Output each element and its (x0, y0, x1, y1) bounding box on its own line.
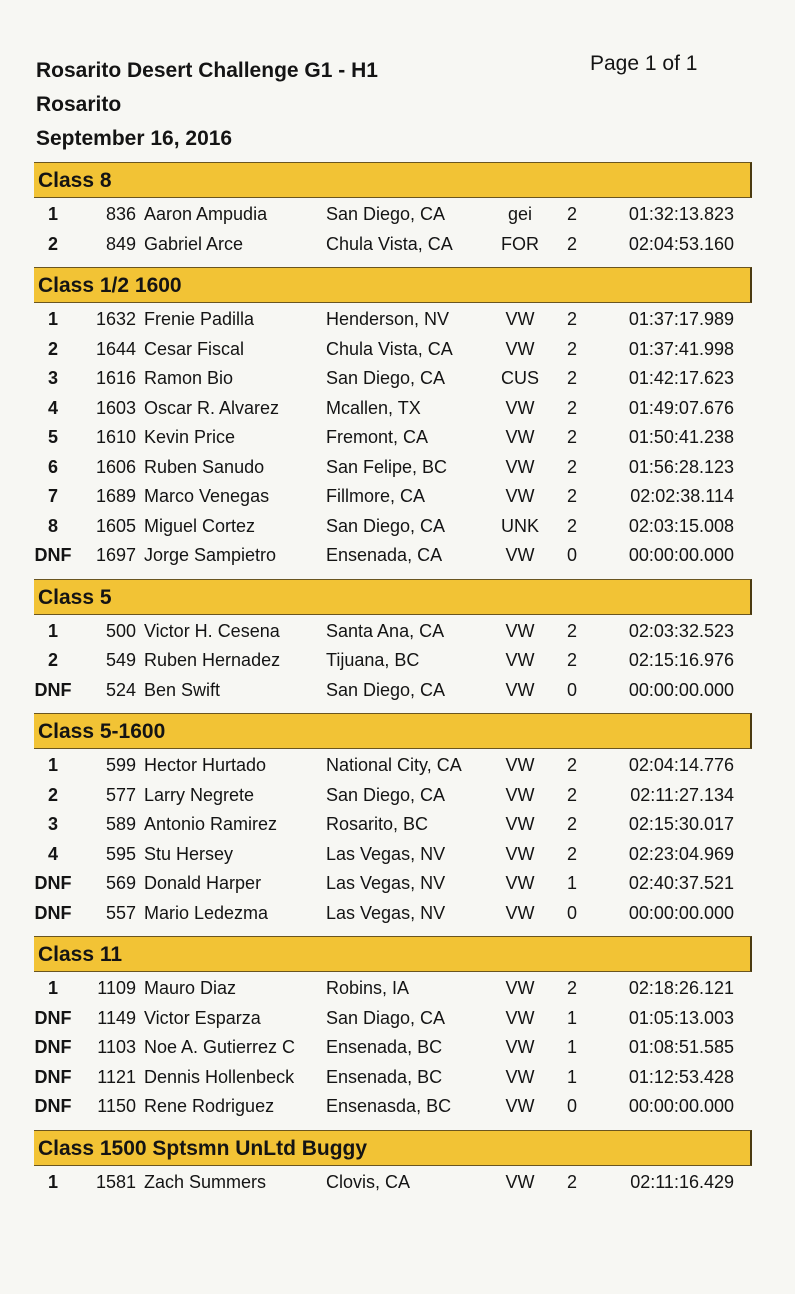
driver-name: Victor H. Cesena (144, 620, 280, 641)
position: 1 (47, 1171, 58, 1192)
results-rows (34, 198, 752, 267)
driver-name: Stu Hersey (144, 843, 234, 864)
vehicle-number: 1606 (95, 456, 136, 477)
hometown: Henderson, NV (326, 309, 450, 329)
hometown: San Felipe, BC (326, 456, 448, 477)
vehicle-make: VW (505, 873, 535, 893)
hometown: Clovis, CA (326, 1171, 411, 1192)
position: 2 (47, 338, 58, 359)
vehicle-number: 1632 (95, 309, 136, 329)
position: 4 (47, 843, 58, 864)
driver-name: Miguel Cortez (144, 515, 256, 536)
result-row (34, 364, 752, 394)
vehicle-number: 1689 (95, 486, 136, 506)
driver-name: Victor Esparza (144, 1007, 261, 1028)
vehicle-number: 1616 (95, 368, 136, 388)
hometown: Chula Vista, CA (326, 338, 453, 359)
driver-name: Donald Harper (144, 873, 262, 893)
class-header: Class 11 (34, 936, 752, 972)
vehicle-number: 1121 (97, 1066, 136, 1087)
laps: 2 (566, 515, 577, 536)
laps: 0 (566, 679, 577, 700)
driver-name: Noe A. Gutierrez C (144, 1037, 296, 1057)
vehicle-make: VW (505, 486, 535, 506)
hometown: Santa Ana, CA (326, 620, 445, 641)
position: DNF (34, 1096, 72, 1116)
result-row (34, 974, 752, 1004)
driver-name: Larry Negrete (144, 784, 255, 805)
position: 3 (47, 368, 58, 388)
result-row (34, 512, 752, 542)
position: 5 (47, 427, 58, 447)
position: 1 (47, 204, 58, 224)
hometown: Rosarito, BC (326, 814, 429, 834)
hometown: San Diego, CA (326, 204, 446, 224)
driver-name: Dennis Hollenbeck (144, 1066, 295, 1087)
results-rows (34, 1166, 752, 1206)
vehicle-make: VW (505, 1171, 535, 1192)
elapsed-time: 02:04:14.776 (628, 755, 734, 775)
vehicle-number: 1581 (95, 1171, 136, 1192)
driver-name: Ruben Hernadez (144, 650, 281, 670)
elapsed-time: 02:15:16.976 (628, 650, 734, 670)
position: 7 (47, 486, 58, 506)
vehicle-make: CUS (500, 368, 539, 388)
laps: 0 (566, 902, 577, 923)
elapsed-time: 01:37:41.998 (628, 338, 734, 359)
laps: 2 (566, 397, 577, 418)
vehicle-make: VW (505, 1096, 535, 1116)
position: 2 (47, 233, 58, 254)
position: 2 (47, 650, 58, 670)
elapsed-time: 02:11:27.134 (630, 784, 734, 805)
result-row (34, 781, 752, 811)
event-location: Rosarito (36, 93, 122, 116)
driver-name: Rene Rodriguez (144, 1096, 275, 1116)
vehicle-number: 1605 (95, 515, 136, 536)
vehicle-number: 836 (105, 204, 136, 224)
position: DNF (34, 679, 72, 700)
hometown: Tijuana, BC (326, 650, 420, 670)
laps: 1 (566, 873, 577, 893)
vehicle-number: 849 (105, 233, 136, 254)
vehicle-number: 557 (105, 902, 136, 923)
vehicle-make: VW (505, 1037, 535, 1057)
results-rows (34, 615, 752, 714)
result-row (34, 676, 752, 706)
vehicle-number: 500 (105, 620, 136, 641)
result-row (34, 869, 752, 899)
class-header: Class 5-1600 (34, 713, 752, 749)
driver-name: Mauro Diaz (144, 978, 237, 998)
elapsed-time: 00:00:00.000 (628, 679, 734, 700)
elapsed-time: 01:50:41.238 (628, 427, 734, 447)
laps: 2 (566, 814, 577, 834)
hometown: Fremont, CA (326, 427, 429, 447)
laps: 2 (566, 978, 577, 998)
result-row (34, 453, 752, 483)
driver-name: Mario Ledezma (144, 902, 269, 923)
vehicle-make: VW (505, 545, 535, 565)
driver-name: Ramon Bio (144, 368, 234, 388)
laps: 2 (566, 456, 577, 477)
vehicle-make: VW (505, 814, 535, 834)
laps: 2 (566, 338, 577, 359)
result-row (34, 1063, 752, 1093)
hometown: San Diago, CA (326, 1007, 446, 1028)
elapsed-time: 02:15:30.017 (628, 814, 734, 834)
result-row (34, 394, 752, 424)
result-row (34, 482, 752, 512)
elapsed-time: 01:37:17.989 (628, 309, 734, 329)
vehicle-number: 549 (105, 650, 136, 670)
vehicle-make: gei (507, 204, 533, 224)
position: 6 (47, 456, 58, 477)
result-row (34, 305, 752, 335)
class-header: Class 5 (34, 579, 752, 615)
result-row (34, 899, 752, 929)
driver-name: Zach Summers (144, 1171, 267, 1192)
hometown: Las Vegas, NV (326, 843, 446, 864)
position: 1 (47, 620, 58, 641)
position: 3 (47, 814, 58, 834)
laps: 2 (566, 233, 577, 254)
position: 2 (47, 784, 58, 805)
elapsed-time: 02:03:32.523 (628, 620, 734, 641)
result-row (34, 541, 752, 571)
laps: 2 (566, 486, 577, 506)
result-row (34, 200, 752, 230)
laps: 1 (566, 1037, 577, 1057)
result-row (34, 751, 752, 781)
class-section (34, 162, 752, 267)
vehicle-number: 1603 (95, 397, 136, 418)
laps: 2 (566, 1171, 577, 1192)
class-header: Class 1500 Sptsmn UnLtd Buggy (34, 1130, 752, 1166)
vehicle-number: 1644 (95, 338, 136, 359)
hometown: Las Vegas, NV (326, 873, 446, 893)
class-section (34, 713, 752, 936)
hometown: Robins, IA (326, 978, 410, 998)
laps: 0 (566, 545, 577, 565)
hometown: San Diego, CA (326, 679, 446, 700)
driver-name: Ruben Sanudo (144, 456, 265, 477)
laps: 0 (566, 1096, 577, 1116)
elapsed-time: 02:40:37.521 (628, 873, 734, 893)
position: 1 (47, 309, 58, 329)
vehicle-make: VW (505, 620, 535, 641)
vehicle-make: VW (505, 902, 535, 923)
hometown: National City, CA (326, 755, 462, 775)
result-row (34, 1033, 752, 1063)
position: DNF (34, 873, 72, 893)
driver-name: Frenie Padilla (144, 309, 255, 329)
results-rows (34, 303, 752, 579)
elapsed-time: 01:56:28.123 (628, 456, 734, 477)
hometown: Fillmore, CA (326, 486, 426, 506)
laps: 1 (566, 1066, 577, 1087)
driver-name: Jorge Sampietro (144, 545, 277, 565)
hometown: Ensenada, CA (326, 545, 443, 565)
vehicle-number: 1697 (95, 545, 136, 565)
page-number: Page 1 of 1 (590, 52, 698, 75)
vehicle-number: 1109 (97, 978, 136, 998)
event-date: September 16, 2016 (36, 127, 233, 150)
vehicle-make: VW (505, 397, 535, 418)
vehicle-make: VW (505, 679, 535, 700)
laps: 2 (566, 650, 577, 670)
laps: 2 (566, 368, 577, 388)
driver-name: Cesar Fiscal (144, 338, 245, 359)
vehicle-number: 577 (105, 784, 136, 805)
vehicle-make: VW (505, 1007, 535, 1028)
position: DNF (34, 902, 72, 923)
driver-name: Gabriel Arce (144, 233, 244, 254)
elapsed-time: 02:18:26.121 (628, 978, 734, 998)
position: DNF (34, 1066, 72, 1087)
vehicle-number: 1150 (97, 1096, 136, 1116)
position: DNF (34, 545, 72, 565)
result-row (34, 1168, 752, 1198)
elapsed-time: 02:11:16.429 (630, 1171, 734, 1192)
vehicle-make: VW (505, 338, 535, 359)
laps: 2 (566, 427, 577, 447)
class-header: Class 8 (34, 162, 752, 198)
result-row (34, 1092, 752, 1122)
class-section (34, 579, 752, 714)
driver-name: Antonio Ramirez (144, 814, 278, 834)
hometown: Mcallen, TX (326, 397, 421, 418)
result-row (34, 335, 752, 365)
vehicle-number: 1103 (97, 1037, 136, 1057)
vehicle-make: VW (505, 1066, 535, 1087)
elapsed-time: 00:00:00.000 (628, 1096, 734, 1116)
laps: 2 (566, 620, 577, 641)
laps: 2 (566, 309, 577, 329)
vehicle-number: 599 (105, 755, 136, 775)
driver-name: Kevin Price (144, 427, 236, 447)
position: 4 (47, 397, 58, 418)
position: DNF (34, 1037, 72, 1057)
vehicle-make: VW (505, 650, 535, 670)
elapsed-time: 01:32:13.823 (628, 204, 734, 224)
elapsed-time: 01:12:53.428 (628, 1066, 734, 1087)
vehicle-number: 1610 (95, 427, 136, 447)
position: DNF (34, 1007, 72, 1028)
vehicle-make: VW (505, 755, 535, 775)
vehicle-number: 1149 (97, 1007, 136, 1028)
driver-name: Oscar R. Alvarez (144, 397, 280, 418)
result-row (34, 810, 752, 840)
hometown: San Diego, CA (326, 784, 446, 805)
driver-name: Hector Hurtado (144, 755, 267, 775)
class-section (34, 936, 752, 1130)
results-rows (34, 972, 752, 1130)
elapsed-time: 01:08:51.585 (628, 1037, 734, 1057)
event-title: Rosarito Desert Challenge G1 - H1 (36, 59, 378, 82)
elapsed-time: 02:23:04.969 (628, 843, 734, 864)
result-row (34, 617, 752, 647)
elapsed-time: 02:03:15.008 (628, 515, 734, 536)
elapsed-time: 02:02:38.114 (630, 486, 734, 506)
driver-name: Aaron Ampudia (144, 204, 268, 224)
vehicle-make: VW (505, 456, 535, 477)
hometown: Ensenada, BC (326, 1037, 443, 1057)
class-section (34, 267, 752, 579)
hometown: Ensenasda, BC (326, 1096, 452, 1116)
hometown: San Diego, CA (326, 368, 446, 388)
elapsed-time: 01:49:07.676 (628, 397, 734, 418)
elapsed-time: 00:00:00.000 (628, 545, 734, 565)
driver-name: Marco Venegas (144, 486, 270, 506)
laps: 2 (566, 755, 577, 775)
class-header: Class 1/2 1600 (34, 267, 752, 303)
result-row (34, 840, 752, 870)
class-section (34, 1130, 752, 1206)
vehicle-number: 595 (105, 843, 136, 864)
vehicle-make: VW (505, 309, 535, 329)
hometown: San Diego, CA (326, 515, 446, 536)
hometown: Ensenada, BC (326, 1066, 443, 1087)
vehicle-make: VW (505, 427, 535, 447)
elapsed-time: 01:05:13.003 (628, 1007, 734, 1028)
vehicle-make: FOR (501, 233, 539, 254)
class-sections (34, 162, 752, 1205)
hometown: Las Vegas, NV (326, 902, 446, 923)
result-row (34, 230, 752, 260)
position: 1 (47, 978, 58, 998)
elapsed-time: 00:00:00.000 (628, 902, 734, 923)
vehicle-number: 589 (105, 814, 136, 834)
vehicle-make: VW (505, 978, 535, 998)
vehicle-number: 524 (105, 679, 136, 700)
laps: 2 (566, 784, 577, 805)
laps: 2 (566, 204, 577, 224)
driver-name: Ben Swift (144, 679, 221, 700)
result-row (34, 1004, 752, 1034)
laps: 1 (566, 1007, 577, 1028)
vehicle-make: VW (505, 843, 535, 864)
result-row (34, 423, 752, 453)
elapsed-time: 01:42:17.623 (628, 368, 734, 388)
results-rows (34, 749, 752, 936)
position: 8 (47, 515, 58, 536)
vehicle-make: VW (505, 784, 535, 805)
laps: 2 (566, 843, 577, 864)
vehicle-number: 569 (105, 873, 136, 893)
hometown: Chula Vista, CA (326, 233, 453, 254)
elapsed-time: 02:04:53.160 (628, 233, 734, 254)
vehicle-make: UNK (500, 515, 539, 536)
result-row (34, 646, 752, 676)
position: 1 (47, 755, 58, 775)
